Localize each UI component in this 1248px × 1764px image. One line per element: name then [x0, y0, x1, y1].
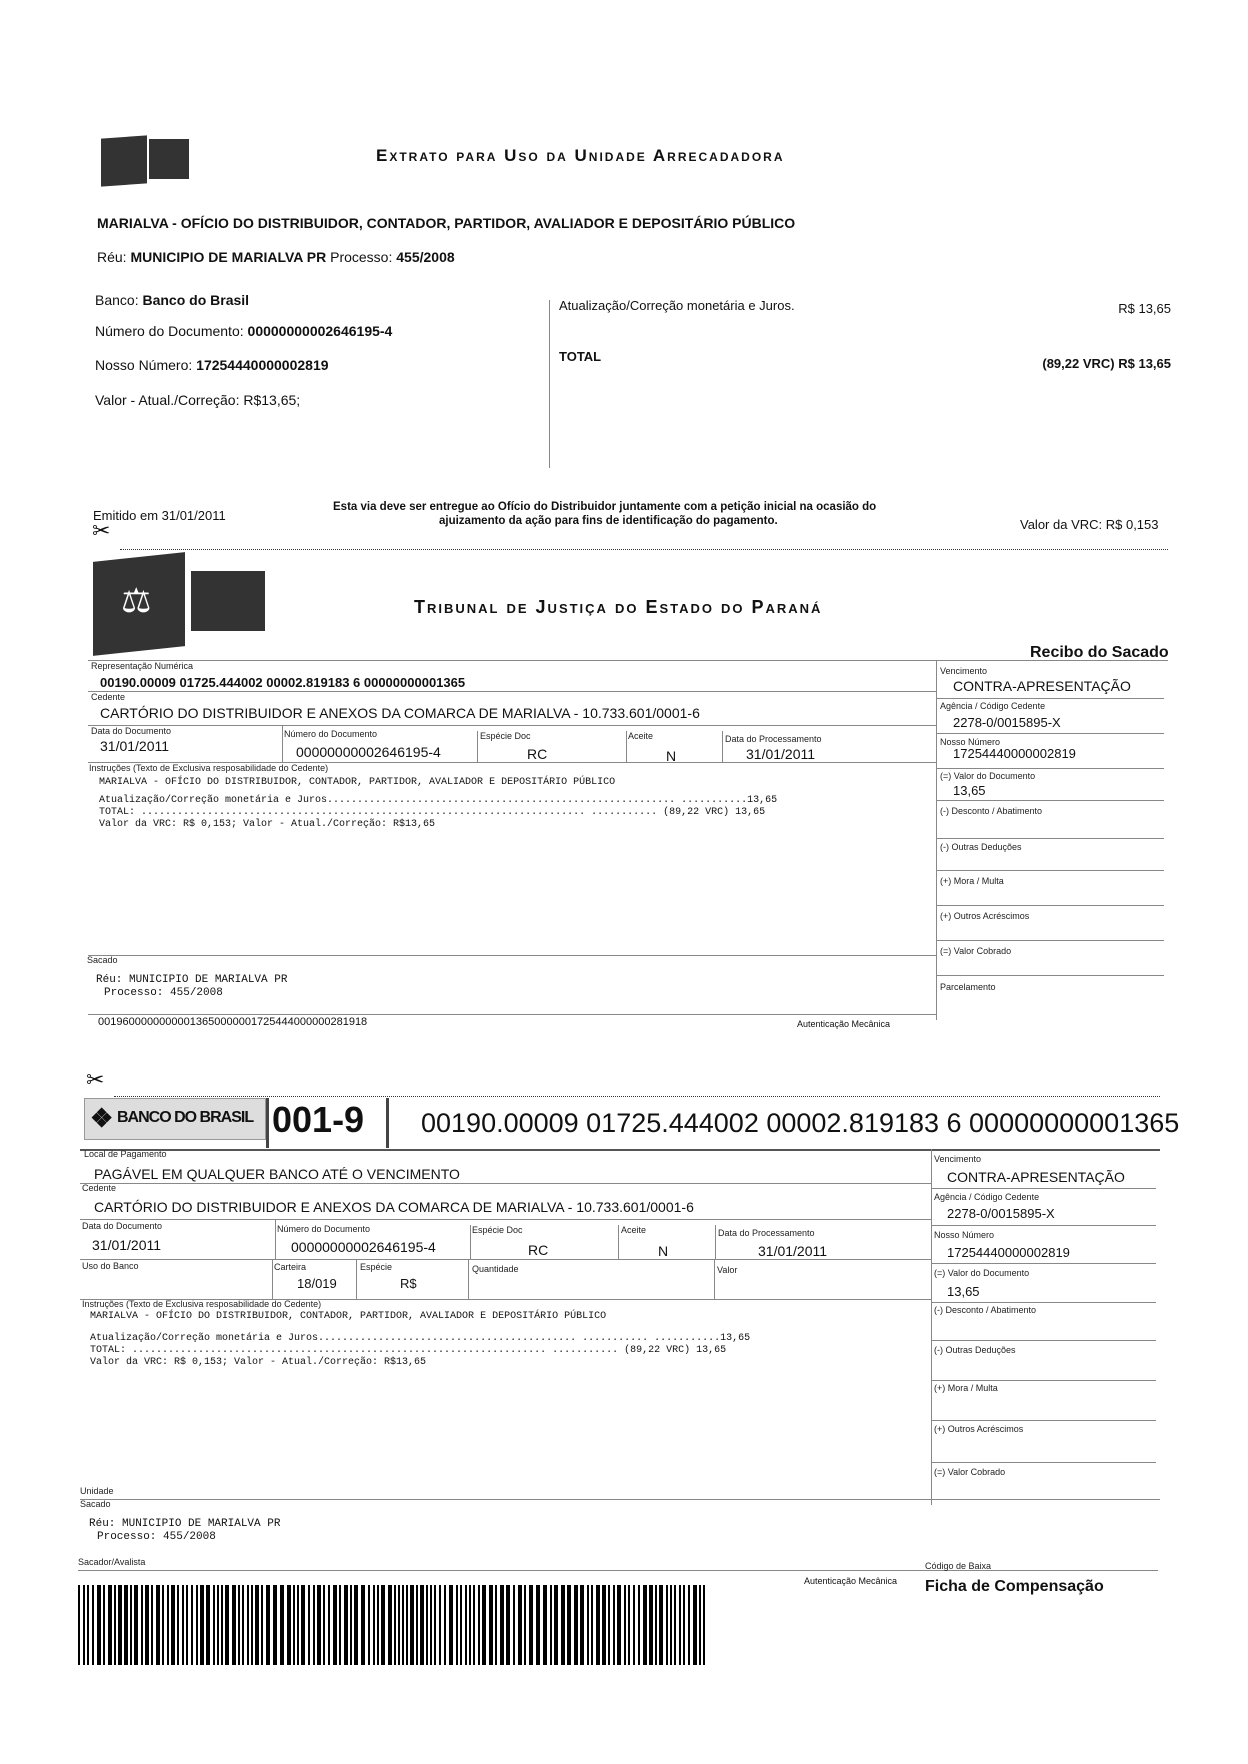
tribunal-logo: [93, 553, 265, 651]
barcode-bar: [394, 1585, 396, 1665]
numdoc-line: [95, 323, 392, 339]
barcode-bar: [460, 1585, 462, 1665]
cut-line-1: [120, 549, 1168, 550]
r-valor-doc-label: (=) Valor do Documento: [940, 771, 1036, 781]
especie2-value: R$: [400, 1276, 417, 1291]
f-valor-doc-label: (=) Valor do Documento: [934, 1268, 1030, 1278]
barcode-bar: [456, 1585, 458, 1665]
barcode-bar: [688, 1585, 690, 1665]
barcode-bar: [628, 1585, 630, 1665]
barcode-bar: [402, 1585, 404, 1665]
aceite-value: N: [666, 748, 677, 764]
barcode-bar: [381, 1585, 385, 1665]
barcode-bar: [130, 1585, 132, 1665]
data-doc-label: Data do Documento: [91, 726, 172, 736]
valor-label: Valor: [717, 1265, 738, 1275]
barcode-bar: [308, 1585, 310, 1665]
barcode-bar: [434, 1585, 436, 1665]
f-venc-value: CONTRA-APRESENTAÇÃO: [947, 1169, 1125, 1185]
barcode-bar: [261, 1585, 263, 1665]
barcode-bar: [478, 1585, 480, 1665]
barcode-bar: [649, 1585, 653, 1665]
barcode-bar: [703, 1585, 705, 1665]
barcode-bar: [177, 1585, 179, 1665]
r-agencia-value: 2278-0/0015895-X: [953, 715, 1061, 730]
sacador-label: Sacador/Avalista: [78, 1557, 146, 1567]
barcode-bar: [377, 1585, 379, 1665]
processo-label: Processo:: [330, 249, 393, 265]
barcode-bar: [145, 1585, 149, 1665]
rep-label: Representação Numérica: [91, 661, 194, 671]
f-aceite-label: Aceite: [621, 1225, 647, 1235]
barcode-bar: [313, 1585, 315, 1665]
f-instr-line3: TOTAL: ..................................................................... ........... (89,22 VRC) 13,65: [90, 1345, 727, 1356]
barcode-bar: [225, 1585, 229, 1665]
f-data-doc-label: Data do Documento: [82, 1221, 163, 1231]
linha-digitavel: 00190.00009 01725.444002 00002.819183 6 00000000001365: [421, 1108, 1180, 1138]
barcode-bar: [354, 1585, 358, 1665]
barcode-bar: [489, 1585, 493, 1665]
barcode-bar: [297, 1585, 299, 1665]
barcode-bar: [118, 1585, 122, 1665]
barcode-bar: [543, 1585, 547, 1665]
reu-label: Réu:: [97, 249, 127, 265]
barcode-bar: [596, 1585, 600, 1665]
r-venc-value: CONTRA-APRESENTAÇÃO: [953, 678, 1131, 694]
barcode-bar: [574, 1585, 578, 1665]
barcode-bar: [536, 1585, 540, 1665]
barcode-bar: [638, 1585, 640, 1665]
barcode-bar: [388, 1585, 392, 1665]
banco-label: Banco:: [95, 292, 139, 308]
f-agencia-label: Agência / Código Cedente: [934, 1192, 1040, 1202]
f-cedente-label: Cedente: [82, 1183, 117, 1193]
barcode-bar: [97, 1585, 101, 1665]
barcode-bar: [247, 1585, 249, 1665]
r-outras-ded-label: (-) Outras Deduções: [940, 842, 1022, 852]
instr-line3: TOTAL: .......................................................................... ........... (89,22 VRC) 13,65: [99, 807, 766, 818]
barcode-bar: [78, 1585, 80, 1665]
barcode-bar: [344, 1585, 348, 1665]
r-desconto-label: (-) Desconto / Abatimento: [940, 806, 1043, 816]
barcode-bar: [398, 1585, 400, 1665]
scissors-icon: ✂: [92, 518, 111, 543]
sacado-line1: Réu: MUNICIPIO DE MARIALVA PR: [96, 974, 288, 986]
barcode-bar: [506, 1585, 510, 1665]
barcode-bar: [213, 1585, 215, 1665]
f-valor-cob-label: (=) Valor Cobrado: [934, 1467, 1006, 1477]
ficha-title: Ficha de Compensação: [925, 1578, 1104, 1595]
barcode-bar: [591, 1585, 593, 1665]
barcode-bar: [151, 1585, 153, 1665]
barcode-bar: [328, 1585, 330, 1665]
barcode-bar: [273, 1585, 277, 1665]
barcode-bar: [301, 1585, 305, 1665]
num-doc-value: 00000000002646195-4: [296, 744, 441, 760]
barcode-bar: [171, 1585, 175, 1665]
num-doc-label: Número do Documento: [284, 729, 378, 739]
f-instr-line1: MARIALVA - OFÍCIO DO DISTRIBUIDOR, CONTADOR, PARTIDOR, AVALIADOR E DEPOSITÁRIO PÚBLICO: [90, 1311, 607, 1322]
instr-line2: Atualização/Correção monetária e Juros.......................................................... ...........13,65: [99, 795, 778, 806]
f-valor-doc-value: 13,65: [947, 1284, 980, 1299]
barcode-bar: [266, 1585, 270, 1665]
r-mora-label: (+) Mora / Multa: [940, 876, 1004, 886]
barcode-bar: [666, 1585, 668, 1665]
codigo-value: 00196000000000013650000001725444000000281918: [98, 1016, 368, 1028]
reu-line: [97, 249, 455, 265]
barcode-bar: [280, 1585, 284, 1665]
barcode-bar: [683, 1585, 685, 1665]
barcode-bar: [350, 1585, 352, 1665]
barcode-bar: [200, 1585, 204, 1665]
barcode-bar: [323, 1585, 325, 1665]
autent-label: Autenticação Mecânica: [797, 1019, 891, 1029]
scissors-icon: ✂: [86, 1067, 105, 1092]
barcode-bar: [643, 1585, 647, 1665]
bank-logo-icon: ❖: [90, 1103, 114, 1133]
r-venc-label: Vencimento: [940, 666, 988, 676]
f-instr-line4: Valor da VRC: R$ 0,153; Valor - Atual./Correção: R$13,65: [90, 1357, 427, 1368]
barcode-bar: [473, 1585, 475, 1665]
f-desconto-label: (-) Desconto / Abatimento: [934, 1305, 1037, 1315]
emitido-date: Emitido em 31/01/2011: [93, 508, 226, 523]
barcode-bar: [108, 1585, 112, 1665]
barcode-bar: [103, 1585, 105, 1665]
r-valor-doc-value: 13,65: [953, 783, 986, 798]
barcode-bar: [238, 1585, 240, 1665]
atual-label: Atualização/Correção monetária e Juros.: [559, 298, 795, 313]
office-name: MARIALVA - OFÍCIO DO DISTRIBUIDOR, CONTADOR, PARTIDOR, AVALIADOR E DEPOSITÁRIO PÚBLICO: [97, 215, 796, 231]
data-proc-value: 31/01/2011: [746, 746, 816, 762]
f-instr-label: Instruções (Texto de Exclusiva resposabilidade do Cedente): [82, 1299, 322, 1309]
nosso-value: 17254440000002819: [196, 357, 329, 373]
barcode-bar: [613, 1585, 615, 1665]
extrato-title: Extrato para Uso da Unidade Arrecadadora: [376, 146, 785, 165]
barcode-bar: [124, 1585, 128, 1665]
barcode-bar: [679, 1585, 681, 1665]
barcode-bar: [373, 1585, 375, 1665]
barcode-bar: [567, 1585, 571, 1665]
barcode-bar: [495, 1585, 497, 1665]
f-nosso-value: 17254440000002819: [947, 1245, 1070, 1260]
numdoc-value: 00000000002646195-4: [247, 323, 393, 339]
barcode-bar: [232, 1585, 236, 1665]
data-doc-value: 31/01/2011: [100, 738, 170, 754]
r-agencia-label: Agência / Código Cedente: [940, 701, 1046, 711]
quantidade-label: Quantidade: [472, 1264, 519, 1274]
carteira-label: Carteira: [274, 1262, 307, 1272]
barcode-bar: [317, 1585, 321, 1665]
barcode-bar: [482, 1585, 486, 1665]
processo-value: 455/2008: [396, 249, 455, 265]
barcode-bar: [361, 1585, 365, 1665]
f-instr-line2: Atualização/Correção monetária e Juros........................................... ........... ...........13,65: [90, 1333, 751, 1344]
barcode-bar: [251, 1585, 253, 1665]
sacado-label: Sacado: [87, 955, 118, 965]
f-sacado-line1: Réu: MUNICIPIO DE MARIALVA PR: [89, 1518, 281, 1530]
f-cedente-value: CARTÓRIO DO DISTRIBUIDOR E ANEXOS DA COMARCA DE MARIALVA - 10.733.601/0001-6: [94, 1199, 694, 1215]
f-especie-value: RC: [528, 1242, 549, 1258]
barcode-bar: [410, 1585, 414, 1665]
barcode-bar: [693, 1585, 697, 1665]
total-value: (89,22 VRC) R$ 13,65: [1042, 356, 1171, 371]
f-num-doc-label: Número do Documento: [277, 1224, 371, 1234]
instr-line1: MARIALVA - OFÍCIO DO DISTRIBUIDOR, CONTADOR, PARTIDOR, AVALIADOR E DEPOSITÁRIO PÚBLICO: [99, 777, 616, 788]
barcode-bar: [561, 1585, 565, 1665]
barcode-bar: [513, 1585, 515, 1665]
especie2-label: Espécie: [360, 1262, 393, 1272]
barcode-bar: [670, 1585, 672, 1665]
bank-logo: [84, 1098, 266, 1140]
barcode: [78, 1585, 710, 1665]
barcode-bar: [469, 1585, 471, 1665]
barcode-bar: [674, 1585, 676, 1665]
cod-baixa-label: Código de Baixa: [925, 1561, 992, 1571]
f-sacado-label: Sacado: [80, 1499, 111, 1509]
bank-name: BANCO DO BRASIL: [117, 1109, 254, 1126]
aceite-label: Aceite: [628, 731, 654, 741]
total-label: TOTAL: [559, 349, 602, 364]
barcode-bar: [293, 1585, 295, 1665]
f-aceite-value: N: [658, 1243, 669, 1259]
barcode-bar: [580, 1585, 584, 1665]
r-parcel-label: Parcelamento: [940, 982, 996, 992]
barcode-bar: [617, 1585, 621, 1665]
cut-line-2: [114, 1096, 1160, 1097]
especie-value: RC: [527, 746, 548, 762]
f-outros-acr-label: (+) Outros Acréscimos: [934, 1424, 1024, 1434]
carteira-value: 18/019: [297, 1276, 337, 1291]
cedente-value: CARTÓRIO DO DISTRIBUIDOR E ANEXOS DA COMARCA DE MARIALVA - 10.733.601/0001-6: [100, 705, 700, 721]
f-data-doc-value: 31/01/2011: [92, 1237, 162, 1253]
barcode-bar: [420, 1585, 424, 1665]
barcode-bar: [182, 1585, 184, 1665]
barcode-bar: [333, 1585, 337, 1665]
banco-value: Banco do Brasil: [142, 292, 250, 308]
nosso-label: Nosso Número:: [95, 357, 193, 373]
f-especie-label: Espécie Doc: [472, 1225, 523, 1235]
r-nosso-value: 17254440000002819: [953, 746, 1076, 761]
barcode-bar: [518, 1585, 522, 1665]
cedente-label: Cedente: [91, 692, 126, 702]
barcode-bar: [602, 1585, 606, 1665]
local-value: PAGÁVEL EM QUALQUER BANCO ATÉ O VENCIMENTO: [94, 1166, 460, 1182]
barcode-bar: [134, 1585, 138, 1665]
r-outros-acr-label: (+) Outros Acréscimos: [940, 911, 1030, 921]
f-sacado-line2: Processo: 455/2008: [97, 1531, 216, 1543]
barcode-bar: [167, 1585, 169, 1665]
extrato-divider: [549, 300, 550, 468]
barcode-bar: [699, 1585, 701, 1665]
f-data-proc-label: Data do Processamento: [718, 1228, 815, 1238]
barcode-bar: [444, 1585, 446, 1665]
barcode-bar: [587, 1585, 589, 1665]
barcode-bar: [524, 1585, 526, 1665]
bank-code: 001-9: [272, 1099, 365, 1140]
barcode-bar: [186, 1585, 188, 1665]
recibo-title: Recibo do Sacado: [1030, 644, 1169, 661]
barcode-bar: [87, 1585, 89, 1665]
barcode-bar: [655, 1585, 657, 1665]
instr-line4: Valor da VRC: R$ 0,153; Valor - Atual./Correção: R$13,65: [99, 819, 436, 830]
barcode-bar: [659, 1585, 663, 1665]
scales-icon: ⚖: [121, 582, 152, 620]
data-proc-label: Data do Processamento: [725, 734, 822, 744]
tribunal-title: Tribunal de Justiça do Estado do Paraná: [414, 597, 823, 617]
barcode-bar: [633, 1585, 635, 1665]
especie-label: Espécie Doc: [480, 731, 531, 741]
barcode-bar: [162, 1585, 164, 1665]
f-mora-label: (+) Mora / Multa: [934, 1383, 998, 1393]
banco-line: [95, 292, 249, 308]
reu-value: MUNICIPIO DE MARIALVA PR: [130, 249, 327, 265]
atual-value: R$ 13,65: [1118, 301, 1171, 316]
uso-label: Uso do Banco: [82, 1261, 139, 1271]
barcode-bar: [141, 1585, 143, 1665]
nosso-line: [95, 357, 329, 373]
barcode-bar: [242, 1585, 244, 1665]
rep-value: 00190.00009 01725.444002 00002.819183 6 00000000001365: [100, 675, 466, 690]
barcode-bar: [624, 1585, 626, 1665]
barcode-bar: [368, 1585, 370, 1665]
barcode-bar: [465, 1585, 467, 1665]
barcode-bar: [196, 1585, 198, 1665]
barcode-bar: [608, 1585, 610, 1665]
barcode-bar: [92, 1585, 94, 1665]
barcode-bar: [416, 1585, 418, 1665]
local-label: Local de Pagamento: [84, 1149, 167, 1159]
vrc-value: Valor da VRC: R$ 0,153: [1020, 517, 1159, 532]
barcode-bar: [449, 1585, 453, 1665]
barcode-bar: [287, 1585, 291, 1665]
barcode-bar: [406, 1585, 408, 1665]
barcode-bar: [500, 1585, 504, 1665]
barcode-bar: [439, 1585, 441, 1665]
r-valor-cob-label: (=) Valor Cobrado: [940, 946, 1012, 956]
sacado-line2: Processo: 455/2008: [104, 987, 223, 999]
notice-line1: Esta via deve ser entregue ao Ofício do Distribuidor juntamente com a petição inicial na ocasião do: [333, 501, 877, 513]
barcode-bar: [191, 1585, 193, 1665]
barcode-bar: [83, 1585, 85, 1665]
barcode-bar: [255, 1585, 259, 1665]
f-agencia-value: 2278-0/0015895-X: [947, 1206, 1055, 1221]
barcode-bar: [206, 1585, 210, 1665]
r-nosso-label: Nosso Número: [940, 737, 1001, 747]
notice-line2: ajuizamento da ação para fins de identificação do pagamento.: [439, 515, 778, 527]
numdoc-label: Número do Documento:: [95, 323, 244, 339]
instr-label: Instruções (Texto de Exclusiva resposabilidade do Cedente): [89, 763, 329, 773]
f-venc-label: Vencimento: [934, 1154, 982, 1164]
barcode-bar: [114, 1585, 116, 1665]
unidade-label: Unidade: [80, 1486, 114, 1496]
f-data-proc-value: 31/01/2011: [758, 1243, 828, 1259]
barcode-bar: [156, 1585, 160, 1665]
barcode-bar: [430, 1585, 432, 1665]
barcode-bar: [217, 1585, 219, 1665]
f-outras-ded-label: (-) Outras Deduções: [934, 1345, 1016, 1355]
tribunal-logo-small: [101, 137, 189, 185]
barcode-bar: [529, 1585, 533, 1665]
barcode-bar: [550, 1585, 552, 1665]
f-num-doc-value: 00000000002646195-4: [291, 1239, 436, 1255]
barcode-bar: [339, 1585, 341, 1665]
valor-line: Valor - Atual./Correção: R$13,65;: [95, 392, 301, 408]
f-autent-label: Autenticação Mecânica: [804, 1576, 898, 1586]
f-nosso-label: Nosso Número: [934, 1230, 995, 1240]
barcode-bar: [554, 1585, 558, 1665]
barcode-bar: [426, 1585, 428, 1665]
barcode-bar: [221, 1585, 223, 1665]
